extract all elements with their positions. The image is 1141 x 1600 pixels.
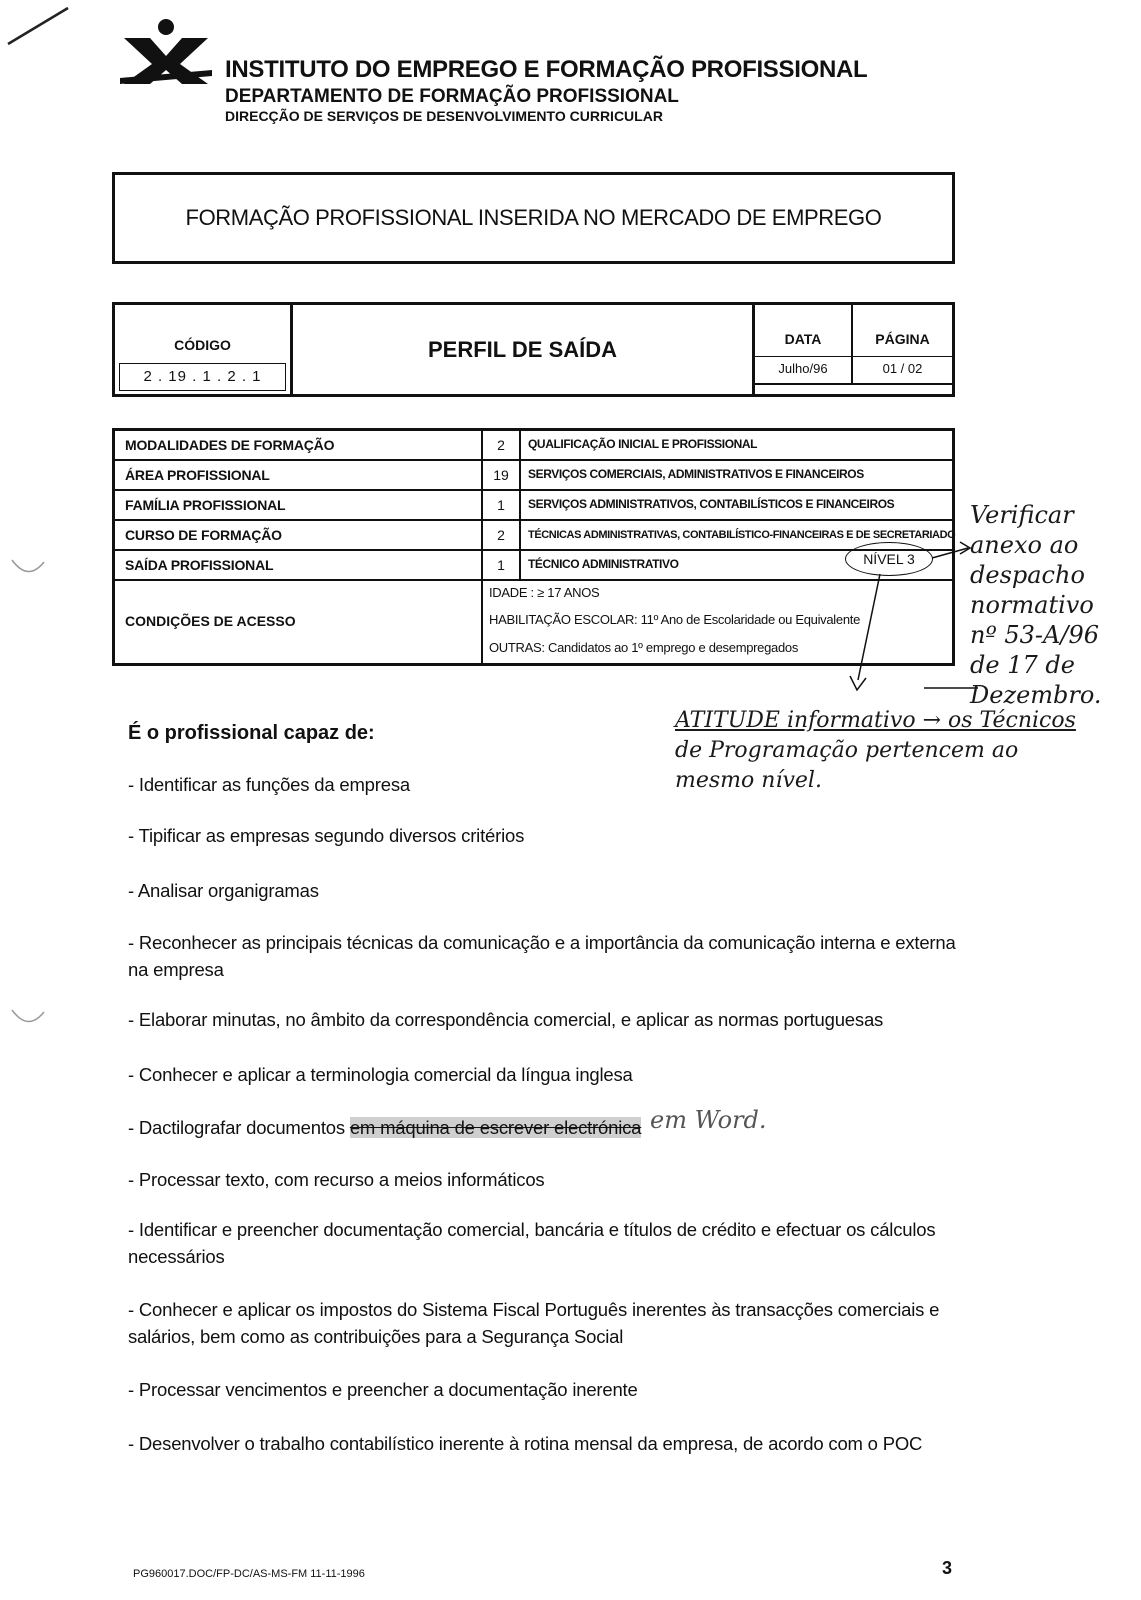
row-key: ÁREA PROFISSIONAL xyxy=(125,467,270,483)
note-line: de Programação pertencem ao xyxy=(675,738,1019,763)
data-label: DATA xyxy=(784,331,822,347)
list-item: - Elaborar minutas, no âmbito da correspondência comercial, e aplicar as normas portuguesas xyxy=(128,1009,884,1030)
codigo-value: 2 . 19 . 1 . 2 . 1 xyxy=(119,363,286,391)
handwritten-note-verificar xyxy=(970,500,1102,710)
note-line: Verificar xyxy=(970,501,1074,529)
list-item: - Processar vencimentos e preencher a documentação inerente xyxy=(128,1379,638,1400)
row-num: 19 xyxy=(481,461,521,489)
list-item: - Analisar organigramas xyxy=(128,880,319,901)
row-num: 1 xyxy=(481,551,521,579)
access-key: CONDIÇÕES DE ACESSO xyxy=(125,613,296,629)
note-line: mesmo nível. xyxy=(675,768,822,793)
org-line-3: DIRECÇÃO DE SERVIÇOS DE DESENVOLVIMENTO CURRICULAR xyxy=(225,108,663,124)
pagina-value: 01 / 02 xyxy=(882,361,923,376)
row-num: 2 xyxy=(481,431,521,459)
data-cell xyxy=(755,305,853,385)
org-line-1: INSTITUTO DO EMPREGO E FORMAÇÃO PROFISSIONAL xyxy=(225,56,868,83)
list-item: - Conhecer e aplicar os impostos do Sistema Fiscal Português inerentes às transacções comerciais e salários, bem como as contribuições para a Segurança Social xyxy=(128,1299,940,1347)
note-line: ATITUDE informativo → os Técnicos xyxy=(675,708,1076,733)
note-line: despacho xyxy=(970,561,1085,589)
org-line-2: DEPARTAMENTO DE FORMAÇÃO PROFISSIONAL xyxy=(225,86,679,107)
row-key: CURSO DE FORMAÇÃO xyxy=(125,527,282,543)
programme-title: FORMAÇÃO PROFISSIONAL INSERIDA NO MERCADO DE EMPREGO xyxy=(185,205,882,230)
access-habilitacao: HABILITAÇÃO ESCOLAR: 11º Ano de Escolaridade ou Equivalente xyxy=(489,612,860,627)
iefp-logo-icon xyxy=(120,18,212,84)
note-line: anexo ao xyxy=(970,531,1079,559)
pagina-cell xyxy=(853,305,952,385)
table-row xyxy=(115,461,952,491)
divider xyxy=(853,356,952,357)
list-item-dactilografar xyxy=(128,1114,958,1141)
row-num: 1 xyxy=(481,491,521,519)
profile-title: PERFIL DE SAÍDA xyxy=(293,305,755,394)
list-item: - Identificar e preencher documentação comercial, bancária e títulos de crédito e efectuar os cálculos necessários xyxy=(128,1219,936,1267)
access-idade: IDADE : ≥ 17 ANOS xyxy=(489,585,600,600)
table-row xyxy=(115,521,956,551)
list-item: - Processar texto, com recurso a meios informáticos xyxy=(128,1169,545,1190)
list-item: - Conhecer e aplicar a terminologia comercial da língua inglesa xyxy=(128,1064,633,1085)
header-table xyxy=(112,302,955,397)
row-num: 2 xyxy=(481,521,521,549)
divider xyxy=(755,356,851,357)
note-line: Dezembro. xyxy=(970,681,1102,709)
item-text: - Dactilografar documentos xyxy=(128,1117,350,1138)
pagina-label: PÁGINA xyxy=(875,331,930,347)
row-desc: SERVIÇOS COMERCIAIS, ADMINISTRATIVOS E FINANCEIROS xyxy=(528,467,864,481)
note-line: normativo xyxy=(970,591,1094,619)
pen-mark-decoration xyxy=(0,0,80,60)
table-row xyxy=(115,491,952,521)
note-line: nº 53-A/96 xyxy=(970,621,1099,649)
row-desc: QUALIFICAÇÃO INICIAL E PROFISSIONAL xyxy=(528,437,758,451)
classification-table xyxy=(112,428,955,666)
punch-hole-icon xyxy=(0,540,50,590)
list-item: - Desenvolver o trabalho contabilístico inerente à rotina mensal da empresa, de acordo com o POC xyxy=(128,1433,923,1454)
table-row xyxy=(115,551,952,581)
row-key: MODALIDADES DE FORMAÇÃO xyxy=(125,437,335,453)
list-item: - Tipificar as empresas segundo diversos critérios xyxy=(128,825,525,846)
note-line: de 17 de xyxy=(970,651,1075,679)
handwritten-note-word: em Word. xyxy=(650,1106,767,1134)
programme-title-box xyxy=(112,172,955,264)
list-item: - Reconhecer as principais técnicas da comunicação e a importância da comunicação interna e externa na empresa xyxy=(128,932,956,980)
profile-intro: É o profissional capaz de: xyxy=(128,722,375,744)
page-number: 3 xyxy=(942,1558,953,1578)
access-conditions xyxy=(115,581,952,663)
data-value: Julho/96 xyxy=(778,361,828,376)
row-key: FAMÍLIA PROFISSIONAL xyxy=(125,497,286,513)
footer-code: PG960017.DOC/FP-DC/AS-MS-FM 11-11-1996 xyxy=(133,1568,365,1580)
codigo-cell xyxy=(115,305,293,394)
access-outras: OUTRAS: Candidatos ao 1º emprego e desempregados xyxy=(489,640,799,655)
punch-hole-icon xyxy=(0,990,50,1040)
row-desc: SERVIÇOS ADMINISTRATIVOS, CONTABILÍSTICOS E FINANCEIROS xyxy=(528,497,895,511)
nivel-badge: NÍVEL 3 xyxy=(845,542,933,576)
list-item: - Identificar as funções da empresa xyxy=(128,774,410,795)
divider xyxy=(481,581,483,663)
codigo-label: CÓDIGO xyxy=(174,337,231,353)
row-key: SAÍDA PROFISSIONAL xyxy=(125,557,274,573)
struck-text: em máquina de escrever electrónica xyxy=(349,1117,642,1138)
table-row xyxy=(115,431,952,461)
handwritten-arrow-icon xyxy=(840,530,980,700)
row-desc: TÉCNICO ADMINISTRATIVO xyxy=(528,557,679,571)
row-desc: TÉCNICAS ADMINISTRATIVAS, CONTABILÍSTICO-FINANCEIRAS E DE SECRETARIADO xyxy=(528,529,956,541)
